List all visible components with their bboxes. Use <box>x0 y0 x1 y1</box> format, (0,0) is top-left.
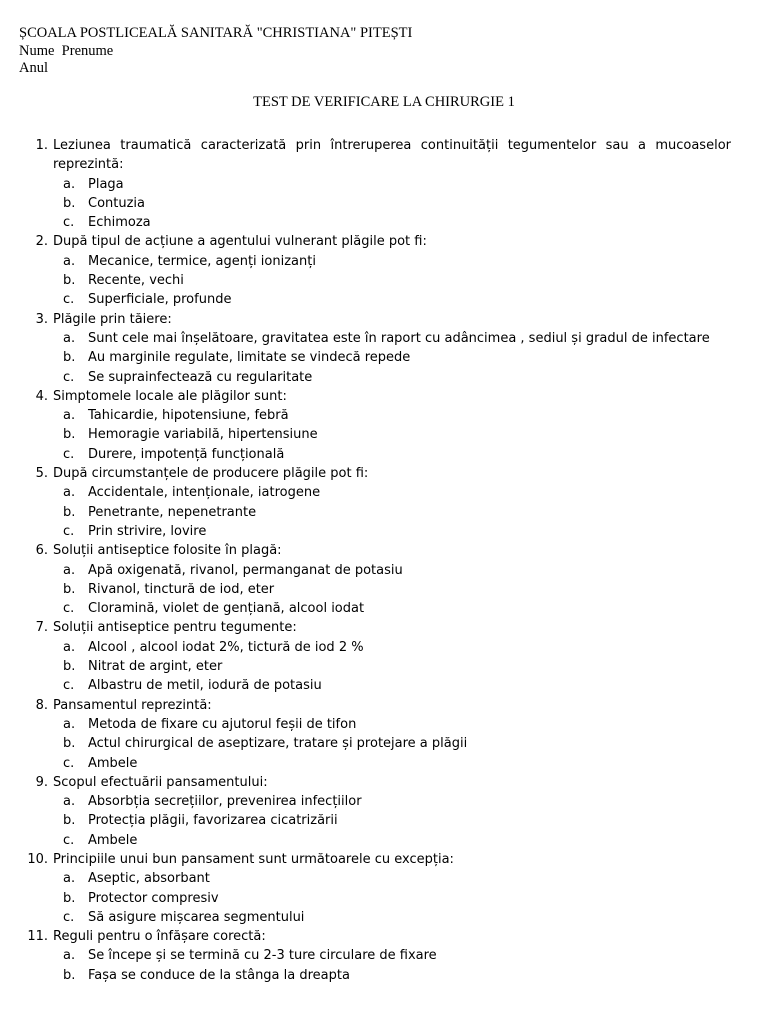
option-letter: c. <box>63 601 75 617</box>
answer-option <box>19 175 731 194</box>
option-letter: c. <box>63 369 75 385</box>
option-letter: b. <box>63 967 76 983</box>
question-item <box>19 541 731 560</box>
answer-option <box>19 425 731 444</box>
answer-option <box>19 580 731 599</box>
answer-option <box>19 657 731 676</box>
answer-option <box>19 368 731 387</box>
question-text: Leziunea traumatică caracterizată prin întreruperea continuității tegumentelor sau a mucoaselor reprezintă: <box>53 138 731 173</box>
option-text: Nitrat de argint, eter <box>88 659 223 675</box>
option-text: Au marginile regulate, limitate se vindecă repede <box>88 350 411 366</box>
question-text: Simptomele locale ale plăgilor sunt: <box>53 388 287 404</box>
question-number: 7. <box>35 620 48 636</box>
question-number: 8. <box>35 697 48 713</box>
question-item <box>19 310 731 329</box>
question-number: 3. <box>35 311 48 327</box>
option-letter: a. <box>63 253 76 269</box>
question-number: 4. <box>35 388 48 404</box>
answer-option <box>19 715 731 734</box>
school-name: ȘCOALA POSTLICEALĂ SANITARĂ "CHRISTIANA" PITEȘTI <box>19 25 413 41</box>
option-letter: b. <box>63 736 76 752</box>
option-letter: c. <box>63 678 75 694</box>
question-item <box>19 464 731 483</box>
option-text: Mecanice, termice, agenți ionizanți <box>88 253 316 269</box>
option-letter: a. <box>63 176 76 192</box>
option-letter: b. <box>63 350 76 366</box>
question-number: 9. <box>35 774 48 790</box>
answer-option <box>19 503 731 522</box>
option-letter: b. <box>63 659 76 675</box>
option-text: Apă oxigenată, rivanol, permanganat de potasiu <box>88 562 403 578</box>
option-text: Protector compresiv <box>88 890 219 906</box>
option-text: Metoda de fixare cu ajutorul feșii de tifon <box>88 716 357 732</box>
option-text: Ambele <box>88 755 138 771</box>
option-text: Echimoza <box>88 215 151 231</box>
answer-option <box>19 599 731 618</box>
option-letter: c. <box>63 832 75 848</box>
question-number: 5. <box>35 466 48 482</box>
option-text: Aseptic, absorbant <box>88 871 210 887</box>
answer-option <box>19 754 731 773</box>
option-letter: c. <box>63 523 75 539</box>
option-text: Se suprainfectează cu regularitate <box>88 369 313 385</box>
option-letter: a. <box>63 794 76 810</box>
option-letter: c. <box>63 292 75 308</box>
question-text: Scopul efectuării pansamentului: <box>53 774 268 790</box>
option-text: Contuzia <box>88 195 146 211</box>
option-text: Rivanol, tinctură de iod, eter <box>88 581 275 597</box>
option-letter: a. <box>63 485 76 501</box>
answer-option <box>19 522 731 541</box>
option-text: Fașa se conduce de la stânga la dreapta <box>88 967 350 983</box>
answer-option <box>19 946 731 965</box>
answer-option <box>19 966 731 985</box>
option-text: Superficiale, profunde <box>88 292 232 308</box>
answer-option <box>19 406 731 425</box>
option-text: Protecția plăgii, favorizarea cicatrizării <box>88 813 338 829</box>
question-item <box>19 136 731 175</box>
option-text: Prin strivire, lovire <box>88 523 207 539</box>
option-letter: a. <box>63 562 76 578</box>
option-letter: a. <box>63 408 76 424</box>
question-text: Soluții antiseptice folosite în plagă: <box>53 543 282 559</box>
option-letter: b. <box>63 427 76 443</box>
option-text: Cloramină, violet de gențiană, alcool iodat <box>88 601 365 617</box>
option-text: Plaga <box>88 176 124 192</box>
option-letter: c. <box>63 446 75 462</box>
option-text: Tahicardie, hipotensiune, febră <box>88 408 289 424</box>
question-text: Plăgile prin tăiere: <box>53 311 172 327</box>
question-item <box>19 232 731 251</box>
option-letter: b. <box>63 195 76 211</box>
question-number: 10. <box>27 851 48 867</box>
option-letter: a. <box>63 639 76 655</box>
question-item <box>19 696 731 715</box>
answer-option <box>19 194 731 213</box>
answer-option <box>19 638 731 657</box>
option-letter: b. <box>63 504 76 520</box>
option-letter: a. <box>63 716 76 732</box>
answer-option <box>19 483 731 502</box>
option-letter: b. <box>63 273 76 289</box>
question-list <box>19 136 731 985</box>
option-text: Se începe și se termină cu 2-3 ture circulare de fixare <box>88 948 437 964</box>
question-text: Soluții antiseptice pentru tegumente: <box>53 620 297 636</box>
answer-option <box>19 811 731 830</box>
option-text: Accidentale, intenționale, iatrogene <box>88 485 321 501</box>
test-title: TEST DE VERIFICARE LA CHIRURGIE 1 <box>253 94 515 110</box>
year-line: Anul <box>19 60 48 76</box>
option-letter: c. <box>63 755 75 771</box>
option-text: Sunt cele mai înșelătoare, gravitatea este în raport cu adâncimea , sediul și gradul de infectare <box>88 330 710 346</box>
answer-option <box>19 869 731 888</box>
answer-option <box>19 348 731 367</box>
question-text: După circumstanțele de producere plăgile pot fi: <box>53 466 369 482</box>
option-text: Să asigure mișcarea segmentului <box>88 909 305 925</box>
option-text: Actul chirurgical de aseptizare, tratare și protejare a plăgii <box>88 736 468 752</box>
option-text: Hemoragie variabilă, hipertensiune <box>88 427 318 443</box>
answer-option <box>19 290 731 309</box>
question-text: Reguli pentru o înfășare corectă: <box>53 929 266 945</box>
option-text: Alcool , alcool iodat 2%, tictură de iod 2 % <box>88 639 364 655</box>
question-number: 2. <box>35 234 48 250</box>
option-text: Albastru de metil, iodură de potasiu <box>88 678 322 694</box>
answer-option <box>19 271 731 290</box>
answer-option <box>19 676 731 695</box>
question-number: 6. <box>35 543 48 559</box>
option-text: Absorbția secrețiilor, prevenirea infecțiilor <box>88 794 362 810</box>
question-item <box>19 773 731 792</box>
answer-option <box>19 445 731 464</box>
question-text: Pansamentul reprezintă: <box>53 697 212 713</box>
question-text: După tipul de acțiune a agentului vulnerant plăgile pot fi: <box>53 234 427 250</box>
answer-option <box>19 561 731 580</box>
name-line: Nume Prenume <box>19 42 114 59</box>
answer-option <box>19 908 731 927</box>
question-text: Principiile unui bun pansament sunt următoarele cu excepția: <box>53 851 454 867</box>
option-letter: a. <box>63 948 76 964</box>
answer-option <box>19 329 731 348</box>
option-text: Ambele <box>88 832 138 848</box>
option-letter: b. <box>63 813 76 829</box>
answer-option <box>19 831 731 850</box>
option-letter: a. <box>63 330 76 346</box>
option-letter: a. <box>63 871 76 887</box>
option-letter: c. <box>63 909 75 925</box>
document-header <box>19 25 412 78</box>
question-number: 11. <box>27 929 48 945</box>
option-letter: b. <box>63 581 76 597</box>
option-letter: b. <box>63 890 76 906</box>
question-item <box>19 618 731 637</box>
question-number: 1. <box>35 138 48 153</box>
answer-option <box>19 734 731 753</box>
question-item <box>19 850 731 869</box>
question-item <box>19 927 731 946</box>
option-text: Durere, impotență funcțională <box>88 446 285 462</box>
answer-option <box>19 213 731 232</box>
answer-option <box>19 792 731 811</box>
option-text: Penetrante, nepenetrante <box>88 504 257 520</box>
question-item <box>19 387 731 406</box>
option-letter: c. <box>63 215 75 231</box>
answer-option <box>19 252 731 271</box>
option-text: Recente, vechi <box>88 273 184 289</box>
answer-option <box>19 889 731 908</box>
